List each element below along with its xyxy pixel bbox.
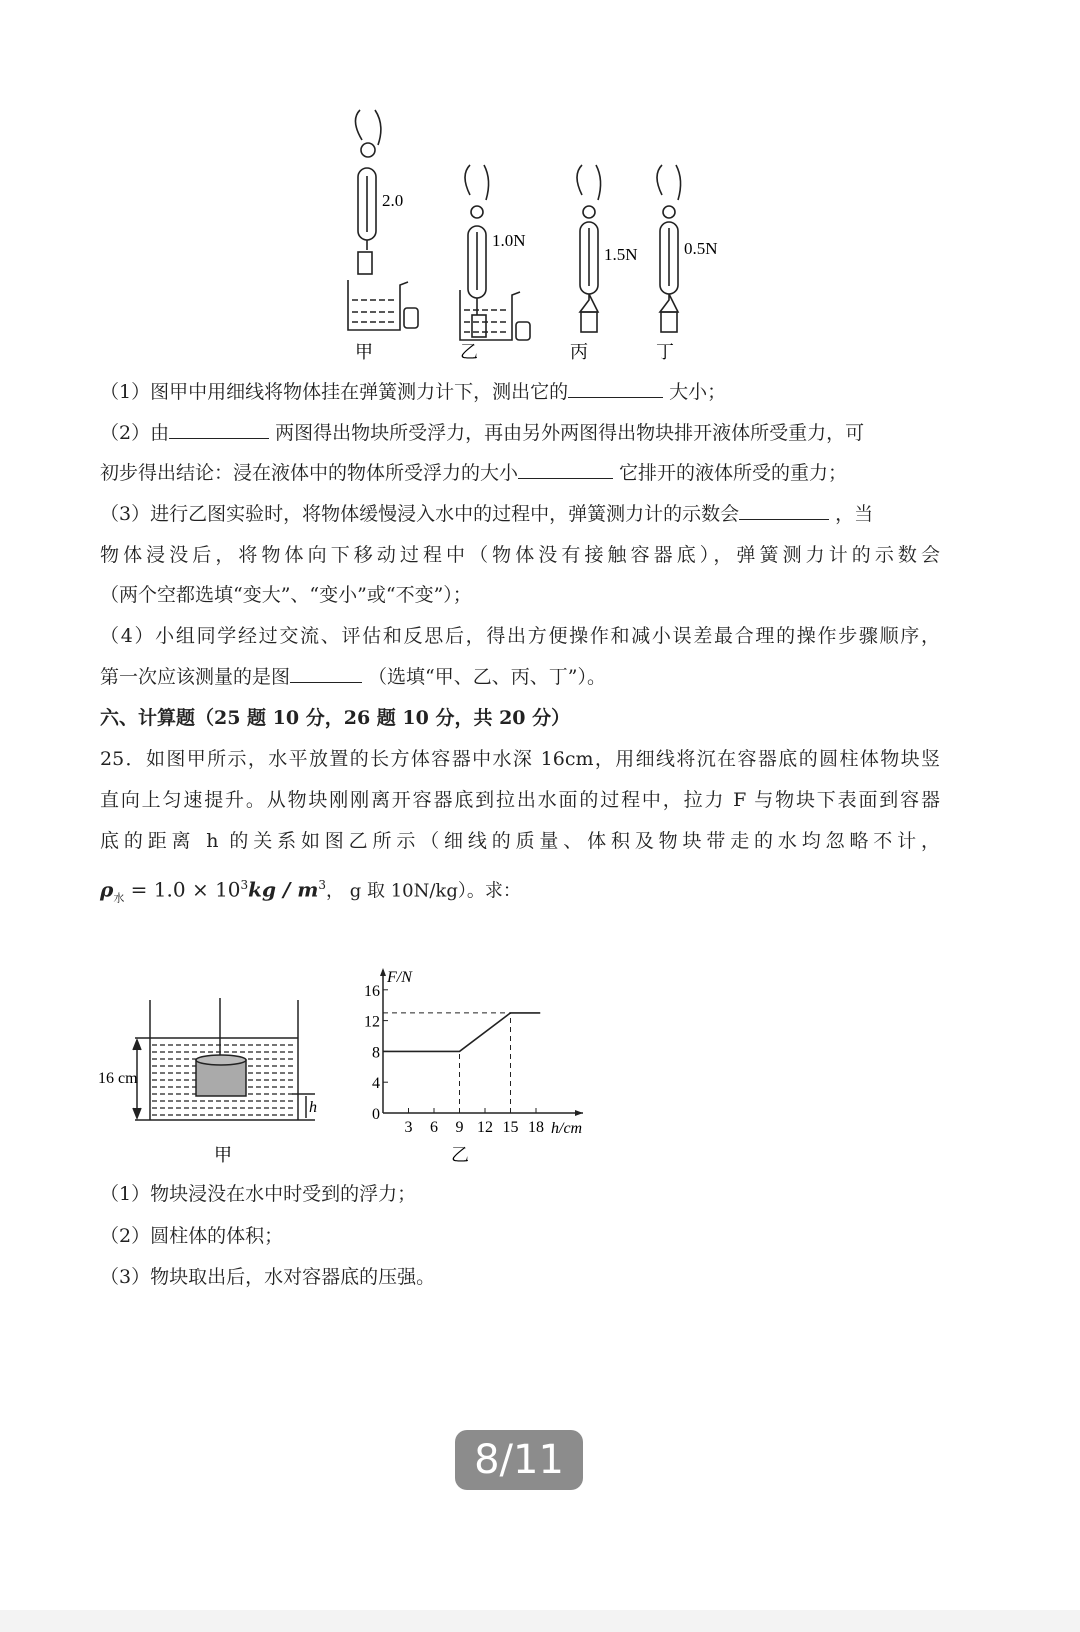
section-heading: 六、计算题（25 题 10 分，26 题 10 分，共 20 分） [100,707,571,729]
text: （选填“甲、乙、丙、丁”）。 [362,666,606,688]
bottom-bar [0,1610,1080,1632]
y-tick-label: 4 [372,1075,380,1093]
label-bing: 丙 [570,342,588,362]
h-label: h [309,1099,317,1116]
text: ， g 取 10N/kg）。求： [326,880,521,902]
text: （2）由 [100,422,170,444]
text: 第一次应该测量的是图 [100,666,291,688]
rho-subscript: 水 [113,891,125,905]
reading-jia: 2.0 [382,191,404,210]
q25-sub-1: （1）物块浸没在水中时受到的浮力； [100,1183,417,1205]
text: 初步得出结论：浸在液体中的物体所受浮力的大小 [100,462,519,484]
q24-line-5: 物体浸没后，将物体向下移动过程中（物体没有接触容器底），弹簧测力计的示数会 [100,544,940,566]
rho: ρ [100,877,114,902]
x-tick-label: 9 [455,1119,464,1136]
x-axis-label: h/cm [551,1120,583,1137]
depth-label: 16 cm [98,1070,138,1087]
reading-bing: 1.5N [604,245,638,264]
caption-jia: 甲 [214,1145,232,1165]
text: （1）图甲中用细线将物体挂在弹簧测力计下，测出它的 [100,381,569,403]
caption-yi: 乙 [451,1145,469,1165]
q25-line-3: 底的距离 h 的关系如图乙所示（细线的质量、体积及物块带走的水均忽略不计， [100,830,940,852]
page-indicator: 8/11 [455,1430,583,1490]
y-tick-label: 8 [372,1044,380,1062]
x-tick-label: 18 [528,1119,544,1136]
x-tick-label: 6 [430,1119,438,1136]
y-axis-label: F/N [387,969,412,986]
q24-line-6: （两个空都选填“变大”、“变小”或“不变”）； [100,584,472,606]
unit: kg / m [248,877,319,902]
x-tick-label: 15 [502,1119,519,1136]
force-line [383,1013,540,1052]
exponent: 3 [318,878,327,892]
text: ，当 [829,503,874,525]
text: 两图得出物块所受浮力，再由另外两图得出物块排开液体所受重力，可 [269,422,865,444]
reading-yi: 1.0N [492,231,526,250]
x-tick-label: 12 [477,1119,493,1136]
x-tick-label: 3 [404,1119,413,1136]
q25-sub-3: （3）物块取出后，水对容器底的压强。 [100,1266,436,1288]
q24-line-7: （4）小组同学经过交流、评估和反思后，得出方便操作和减小误差最合理的操作步骤顺序， [100,625,940,647]
label-ding: 丁 [656,342,674,362]
reading-ding: 0.5N [684,239,718,258]
y-axis-arrow [380,968,386,976]
x-axis-arrow [575,1110,583,1116]
q25-line-2: 直向上匀速提升。从物块刚刚离开容器底到拉出水面的过程中，拉力 F 与物块下表面到容器 [100,789,940,811]
label-yi: 乙 [460,342,478,362]
y-tick-label: 0 [372,1106,380,1123]
q25-line-1: 25．如图甲所示，水平放置的长方体容器中水深 16cm，用细线将沉在容器底的圆柱体物块竖 [100,748,940,770]
text: = 1.0 × 10 [124,877,241,902]
label-jia: 甲 [355,342,373,362]
text: 它排开的液体所受的重力； [613,462,848,484]
y-tick-label: 16 [364,982,380,1000]
q25-sub-2: （2）圆柱体的体积； [100,1225,284,1247]
text: （3）进行乙图实验时，将物体缓慢浸入水中的过程中，弹簧测力计的示数会 [100,503,740,525]
text: 大小； [663,381,727,403]
y-tick-label: 12 [364,1013,380,1031]
exponent: 3 [240,878,249,892]
